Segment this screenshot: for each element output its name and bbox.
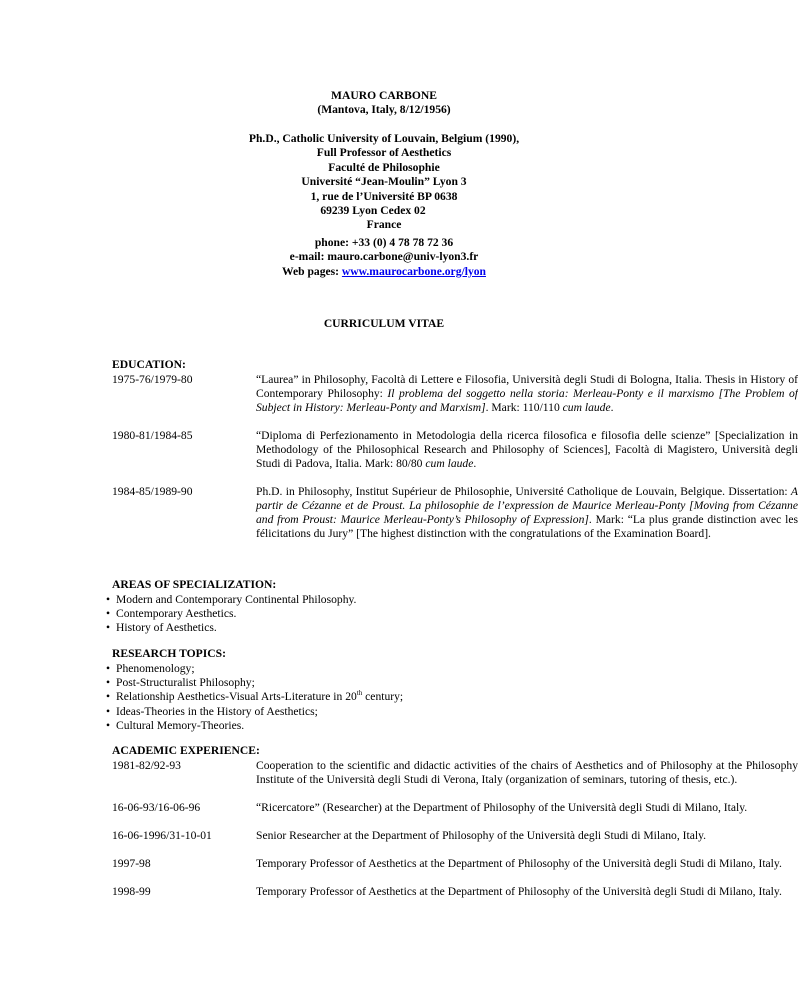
affiliation-line: Université “Jean-Moulin” Lyon 3 bbox=[301, 175, 467, 189]
academic-desc: “Ricercatore” (Researcher) at the Department of Philosophy of the Università degli Studi di Milano, Italy. bbox=[256, 801, 748, 814]
thesis-title: Il problema del soggetto nella storia: Merleau-Ponty e il marxismo [The Problem of Subject in History: Merleau-Ponty and Marxism] bbox=[256, 387, 798, 414]
areas-list bbox=[106, 593, 356, 636]
areas-title: AREAS OF SPECIALIZATION: bbox=[112, 578, 277, 591]
academic-desc: Temporary Professor of Aesthetics at the Department of Philosophy of the Università degli Studi di Milano, Italy. bbox=[256, 885, 782, 898]
education-title: EDUCATION: bbox=[112, 358, 186, 371]
author-birth: (Mantova, Italy, 8/12/1956) bbox=[317, 103, 451, 117]
list-item: • Ideas-Theories in the History of Aesthetics; bbox=[106, 704, 318, 718]
education-date: 1984-85/1989-90 bbox=[112, 485, 193, 498]
education-desc bbox=[256, 373, 798, 415]
affiliation-line: France bbox=[366, 218, 402, 232]
list-item: • Contemporary Aesthetics. bbox=[106, 607, 237, 621]
text: . Mark: “La plus grande distinction avec les félicitations du Jury” [The highest distinction with the congratulations of the Examination Board]. bbox=[256, 513, 798, 540]
honor: cum laude bbox=[562, 401, 611, 414]
text: . bbox=[610, 401, 614, 414]
education-date: 1975-76/1979-80 bbox=[112, 373, 193, 386]
list-item: • Relationship Aesthetics-Visual Arts-Literature in 20th century; bbox=[106, 689, 404, 704]
text: “Laurea” in Philosophy, Facoltà di Lettere e Filosofia, Università degli Studi di Bologna, Italia. Thesis in History of Contemporary Philosophy: bbox=[256, 373, 798, 400]
affiliation-line: 1, rue de l’Université BP 0638 bbox=[310, 189, 458, 203]
academic-date: 1981-82/92-93 bbox=[112, 759, 181, 772]
web-pages bbox=[0, 265, 768, 279]
list-item: • History of Aesthetics. bbox=[106, 621, 217, 635]
list-item: • Cultural Memory-Theories. bbox=[106, 718, 245, 732]
web-link[interactable]: www.maurocarbone.org/lyon bbox=[341, 264, 486, 278]
education-date: 1980-81/1984-85 bbox=[112, 429, 193, 442]
contact bbox=[0, 236, 768, 279]
web-label: Web pages: bbox=[282, 264, 342, 278]
academic-title: ACADEMIC EXPERIENCE: bbox=[112, 744, 260, 757]
honor: cum laude bbox=[425, 457, 474, 470]
affiliation-line: Full Professor of Aesthetics bbox=[316, 146, 452, 160]
academic-date: 16-06-1996/31-10-01 bbox=[112, 829, 212, 842]
list-item: • Phenomenology; bbox=[106, 662, 195, 675]
cv-title: CURRICULUM VITAE bbox=[323, 317, 445, 330]
affiliation-line: 69239 Lyon Cedex 02 bbox=[320, 203, 426, 217]
research-list bbox=[106, 662, 403, 733]
list-item: • Modern and Contemporary Continental Philosophy. bbox=[106, 593, 357, 606]
academic-date: 1998-99 bbox=[112, 885, 151, 898]
dissertation-title: A partir de Cézanne et de Proust. La philosophie de l’expression de Maurice Merleau-Ponty [Moving from Cézanne and from Proust: Maurice Merleau-Ponty’s Philosophy of Expression] bbox=[256, 485, 798, 526]
header bbox=[0, 89, 768, 118]
affiliation bbox=[0, 132, 768, 233]
author-name: MAURO CARBONE bbox=[331, 89, 437, 102]
academic-date: 16-06-93/16-06-96 bbox=[112, 801, 201, 814]
email: e-mail: mauro.carbone@univ-lyon3.fr bbox=[289, 250, 479, 264]
academic-desc: Senior Researcher at the Department of Philosophy of the Università degli Studi di Milano, Italy. bbox=[256, 829, 707, 842]
text: Ph.D. in Philosophy, Institut Supérieur de Philosophie, Université Catholique de Louvain, Belgique. Dissertation: bbox=[256, 485, 791, 498]
education-desc bbox=[256, 429, 798, 471]
affiliation-line: Ph.D., Catholic University of Louvain, Belgium (1990), bbox=[248, 132, 520, 145]
text: “Diploma di Perfezionamento in Metodologia della ricerca filosofica e filosofia delle scienze” [Specialization in Methodology of the Philosophical Research and Philosophy of Sciences], Facoltà di Magistero, Università degli Studi di Padova, Italia. Mark: 80/80 bbox=[256, 429, 798, 470]
phone: phone: +33 (0) 4 78 78 72 36 bbox=[314, 236, 454, 249]
affiliation-line: Faculté de Philosophie bbox=[328, 160, 440, 174]
text: . Mark: 110/110 bbox=[485, 401, 563, 414]
academic-desc: Temporary Professor of Aesthetics at the Department of Philosophy of the Università degli Studi di Milano, Italy. bbox=[256, 857, 782, 870]
academic-date: 1997-98 bbox=[112, 857, 151, 870]
text: . bbox=[473, 457, 477, 470]
education-desc bbox=[256, 485, 798, 541]
research-title: RESEARCH TOPICS: bbox=[112, 647, 226, 660]
academic-desc: Cooperation to the scientific and didactic activities of the chairs of Aesthetics and of Philosophy at the Philosophy Institute of the Università degli Studi di Verona, Italy (organization of seminars, tutoring of thesis, etc.). bbox=[256, 759, 798, 786]
list-item: • Post-Structuralist Philosophy; bbox=[106, 676, 255, 690]
